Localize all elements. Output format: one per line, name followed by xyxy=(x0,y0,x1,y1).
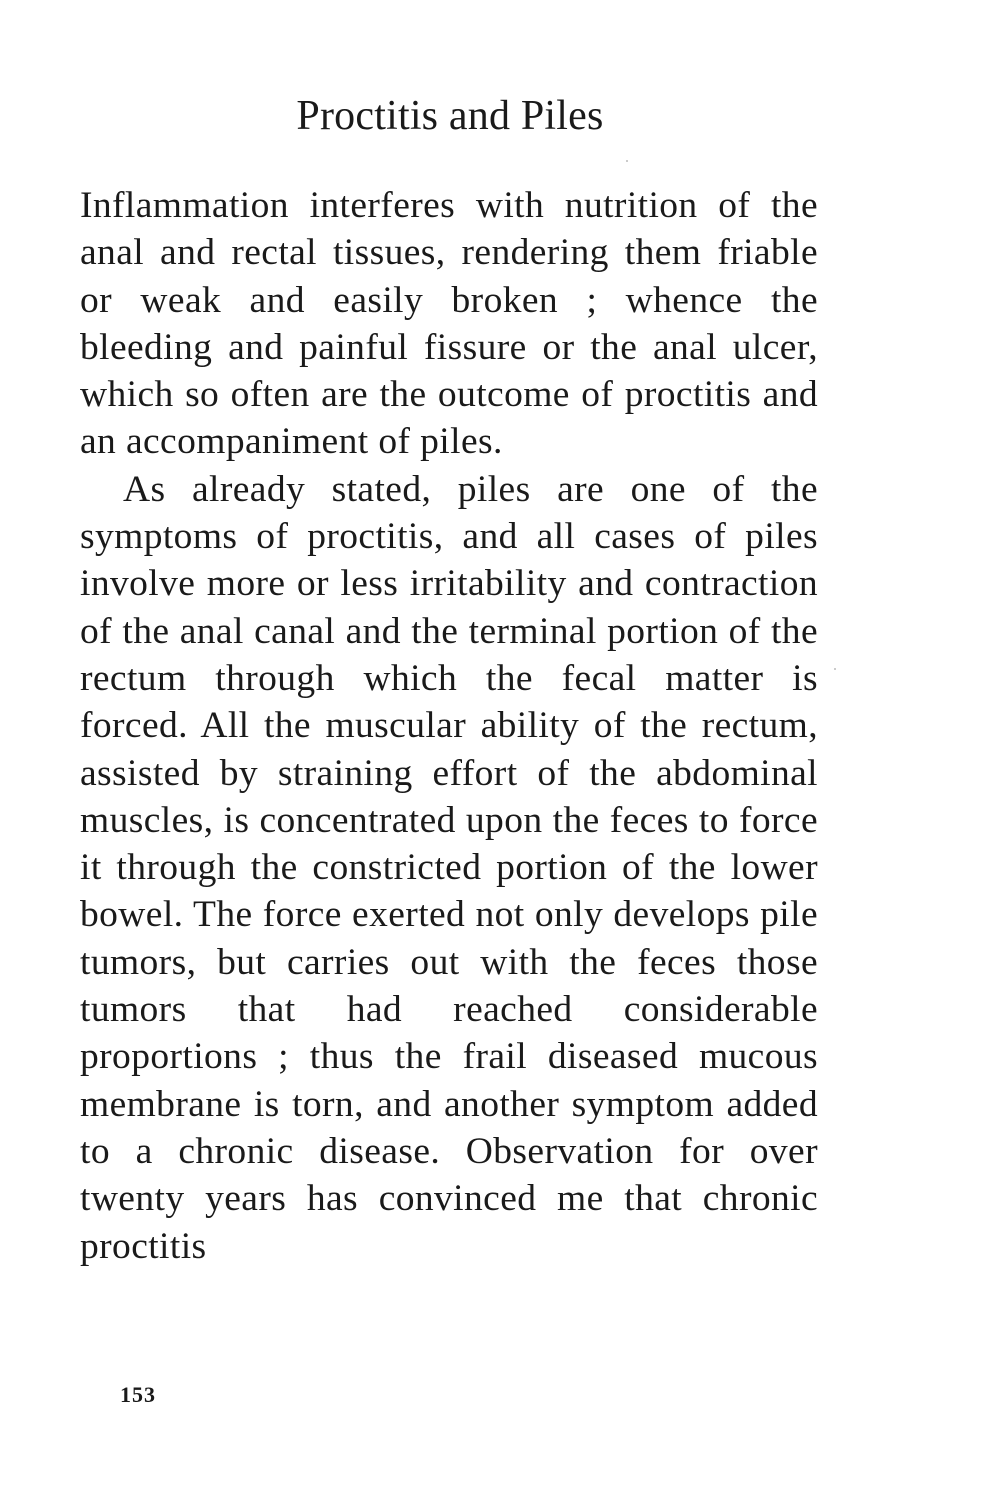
scan-speck xyxy=(626,160,628,162)
running-head: Proctitis and Piles xyxy=(296,93,604,139)
paragraph-1: Inflammation interferes with nutrition of the anal and rectal tissues, rendering them friable or weak and easily broken ; whence the bleeding and painful fissure or the anal ulcer, which so often are the outcome of proctitis and an accompaniment of piles. xyxy=(80,185,818,463)
page-number: 153 xyxy=(120,1382,156,1407)
body-text xyxy=(80,182,818,1270)
scan-speck xyxy=(834,668,836,670)
paragraph-2: As already stated, piles are one of the symptoms of proctitis, and all cases of piles involve more or less irritability and contraction of the anal canal and the terminal portion of the rectum through which the fecal matter is forced. All the muscular ability of the rectum, assisted by straining effort of the abdominal muscles, is concentrated upon the feces to force it through the constricted portion of the lower bowel. The force exerted not only develops pile tumors, but carries out with the feces those tumors that had reached considerable proportions ; thus the frail diseased mucous membrane is torn, and another symptom added to a chronic disease. Observation for over twenty years has convinced me that chronic proctitis xyxy=(80,468,818,1267)
